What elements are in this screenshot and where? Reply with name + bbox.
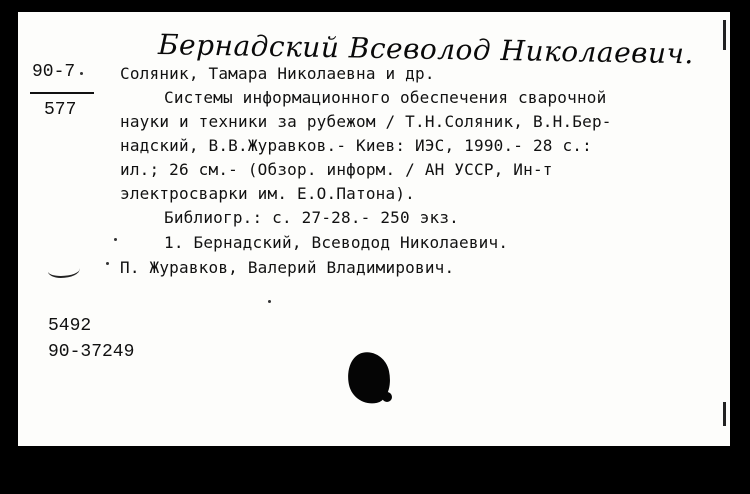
call-number-bottom: 577	[44, 100, 77, 120]
tracing-entry: 1. Бернадский, Всеводод Николаевич.	[164, 233, 509, 252]
description-line: науки и техники за рубежом / Т.Н.Соляник, В.Н.Бер-	[120, 112, 612, 131]
handwritten-heading: Бернадский Всеволод Николаевич.	[157, 28, 695, 71]
description-line: надский, В.В.Журавков.- Киев: ИЭС, 1990.- 28 с.:	[120, 136, 592, 155]
speck	[106, 262, 109, 265]
speck	[114, 238, 117, 241]
edge-mark	[723, 402, 726, 426]
pen-mark	[48, 262, 80, 278]
inventory-number: 5492	[48, 316, 92, 336]
description-line: Системы информационного обеспечения сварочной	[164, 88, 607, 107]
speck	[268, 300, 271, 303]
bibliography-line: Библиогр.: с. 27-28.- 250 экз.	[164, 208, 459, 227]
description-line: ил.; 26 см.- (Обзор. информ. / АН УССР, Ин-т	[120, 160, 553, 179]
speck	[80, 72, 83, 75]
description-line: электросварки им. Е.О.Патона).	[120, 184, 415, 203]
inventory-number: 90-37249	[48, 342, 135, 362]
catalog-card	[18, 12, 730, 446]
call-number-top: 90-7	[32, 62, 76, 82]
author-line: Соляник, Тамара Николаевна и др.	[120, 64, 435, 83]
call-number-divider	[30, 92, 94, 94]
edge-mark	[723, 20, 726, 50]
tracing-entry: П. Журавков, Валерий Владимирович.	[120, 258, 455, 277]
ink-stain-drop	[382, 392, 392, 402]
